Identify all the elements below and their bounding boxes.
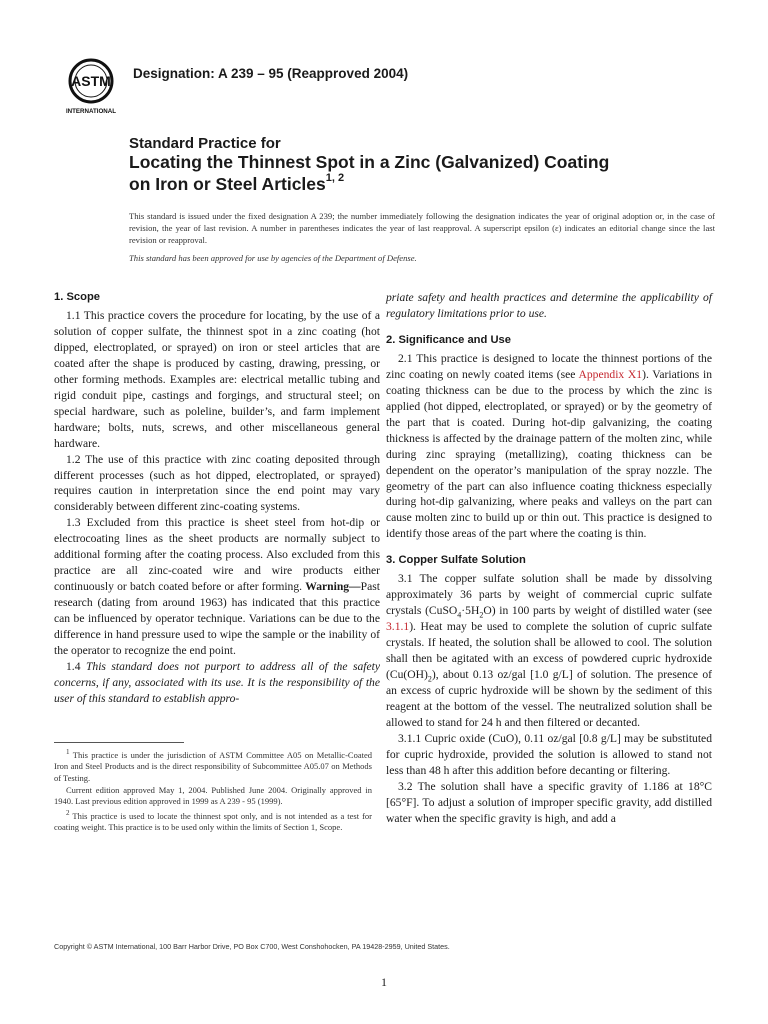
paragraph-1-2: 1.2 The use of this practice with zinc coating deposited through different processes (such as hot dipped, electroplated, or sprayed) requires caution in interpretation since the end point may vary considerably between different zinc-coating systems. [54,452,380,514]
paragraph-2-1-a: 2.1 This practice is designed to locate the thinnest portions of the zinc coating on newly coated items (see [386,351,712,381]
paragraph-3-1-b: ·5H [461,604,480,618]
section-1-heading: 1. Scope [54,291,101,303]
title-line-2-text: on Iron or Steel Articles [129,174,326,194]
paragraph-2-1-b: ). Variations in coating thickness can be due to the process by which the zinc is applied (hot dipped, electroplated, or sprayed) or by the geometry of the part that is coated. During hot-dip galvanizing, the coating thickness is affected by the drainage pattern of the molten zinc, while during zinc spraying (metallizing), coating thickness can be dependent on the operator’s manipulation of the spray nozzle. The geometry of the part can also influence coating thickness especially during hot-dip galvanizing, where peaks and valleys on the part can cause molten zinc to build up or thin out. This practice is designed to identify those areas of the part where the coating is thin. [386,367,713,541]
paragraph-3-1 [386,571,712,731]
paragraph-3-1-c: O) in 100 parts by weight of distilled water (see [483,604,713,618]
footnote-1-edition: Current edition approved May 1, 2004. Published June 2004. Originally approved in 1940. Last previous edition approved in 1999 as A 239 - 95 (1999). [54,784,372,807]
subscript-4: 4 [457,610,462,620]
paragraph-3-1-d: ). Heat may be used to complete the solution of cupric sulfate crystals. If heated, the solution shall be allowed to cool. The solution shall then be agitated with an excess of powdered cupric hydroxide (Cu(OH) [386,620,712,682]
issue-note: This standard is issued under the fixed designation A 239; the number immediately following the designation indicates the year of original adoption or, in the case of revision, the year of last revision. A number in parentheses indicates the year of last reapproval. A superscript epsilon (ε) indicates an editorial change since the last revision or reapproval. [129,211,715,246]
footnote-2-text: This practice is used to locate the thinnest spot only, and is not intended as a test for coating weight. This practice is to be used only within the limits of Section 1, Scope. [54,810,372,833]
footnotes [54,742,372,834]
title-footnote-refs[interactable]: 1, 2 [325,172,345,185]
footnote-1 [54,747,372,785]
title-line-1: Locating the Thinnest Spot in a Zinc (Galvanized) Coating [129,152,610,172]
astm-logo-graphic [60,56,122,116]
subscript-2: 2 [479,610,484,620]
copyright-notice: Copyright © ASTM International, 100 Barr Harbor Drive, PO Box C700, West Conshohocken, PA 19428-2959, United States. [54,942,450,951]
document-title [129,151,689,195]
footnote-2 [54,808,372,834]
right-column [386,290,712,827]
footnote-rule [54,742,184,743]
svg-text:INTERNATIONAL: INTERNATIONAL [65,108,117,115]
left-column [54,290,380,707]
paragraph-1-4 [54,659,380,707]
page-number: 1 [381,975,387,989]
paragraph-3-1-a: 3.1 The copper sulfate solution shall be made by dissolving approximately 36 parts by weight of commercial cupric sulfate crystals (CuSO [386,572,712,618]
section-3-1-1-link[interactable]: 3.1.1 [386,620,410,634]
title-line-2 [129,173,689,195]
footnote-1-text: This practice is under the jurisdiction of ASTM Committee A05 on Metallic-Coated Iron and Steel Products and is the direct responsibility of Subcommittee A05.07 on Methods of Testing. [54,749,372,784]
svg-text:ASTM: ASTM [71,73,111,89]
paragraph-1-3-a: 1.3 Excluded from this practice is sheet steel from hot-dip or electrocoating lines as the sheet products are normally subject to additional forming after the coating process. Also excluded from this practice are all zinc-coated wire and wire products either continuously or batch coated before or after forming. [54,516,380,594]
paragraph-1-4-text: This standard does not purport to address all of the safety concerns, if any, associated with its use. It is the responsibility of the user of this standard to establish appro- [54,659,381,705]
footnote-1-mark: 1 [66,748,70,756]
paragraph-1-4-continued: priate safety and health practices and determine the applicability of regulatory limitations prior to use. [386,291,712,320]
appendix-x1-link[interactable]: Appendix X1 [578,367,643,381]
approval-note: This standard has been approved for use by agencies of the Department of Defense. [129,253,417,263]
astm-logo [60,56,122,116]
standard-label: Standard Practice for [129,135,281,152]
paragraph-1-3-b: Past research (dating from around 1963) has indicated that this practice can be influenced by operator technique. Variations can be due to the difference in hand pressure used to wipe the sample or the inability of the operator to recognize the end point. [54,580,380,658]
warning-label: Warning— [305,580,361,594]
paragraph-1-3 [54,515,380,659]
paragraph-1-4-num: 1.4 [66,659,86,673]
paragraph-3-1-1: 3.1.1 Cupric oxide (CuO), 0.11 oz/gal [0.8 g/L] may be substituted for cupric hydroxide, provided the solution is allowed to stand not less than 48 h after this addition before decanting or filtering. [386,731,712,777]
subscript-2-hydroxide: 2 [427,674,432,684]
designation: Designation: A 239 – 95 (Reapproved 2004) [133,66,409,81]
section-3-heading: 3. Copper Sulfate Solution [386,554,526,567]
paragraph-3-1-e: ), about 0.13 oz/gal [1.0 g/L] of solution. The presence of an excess of cupric hydroxide will be shown by the sediment of this reagent at the bottom of the vessel. The neutralized solution shall be allowed to stand for 24 h and then filtered or decanted. [386,668,712,729]
paragraph-1-1: 1.1 This practice covers the procedure for locating, by the use of a solution of copper sulfate, the thinnest spot in a zinc coating (hot dipped, electroplated, or sprayed) on iron or steel articles that are coated after the shape is produced by casting, drawing, pressing, or other forming methods. Examples are: electrical metallic tubing and rigid conduit pipe, castings and forgings, and structural steel; on special hardware, such as poleline, builder’s, and farm implement hardware; bolts, nuts, screws, and other miscellaneous general hardware. [54,309,380,450]
section-2-heading: 2. Significance and Use [386,333,511,346]
paragraph-2-1 [386,351,712,542]
paragraph-3-2: 3.2 The solution shall have a specific gravity of 1.186 at 18°C [65°F]. To adjust a solution of improper specific gravity, add distilled water when the specific gravity is high, and add a [386,779,712,825]
footnote-2-mark: 2 [66,808,70,817]
